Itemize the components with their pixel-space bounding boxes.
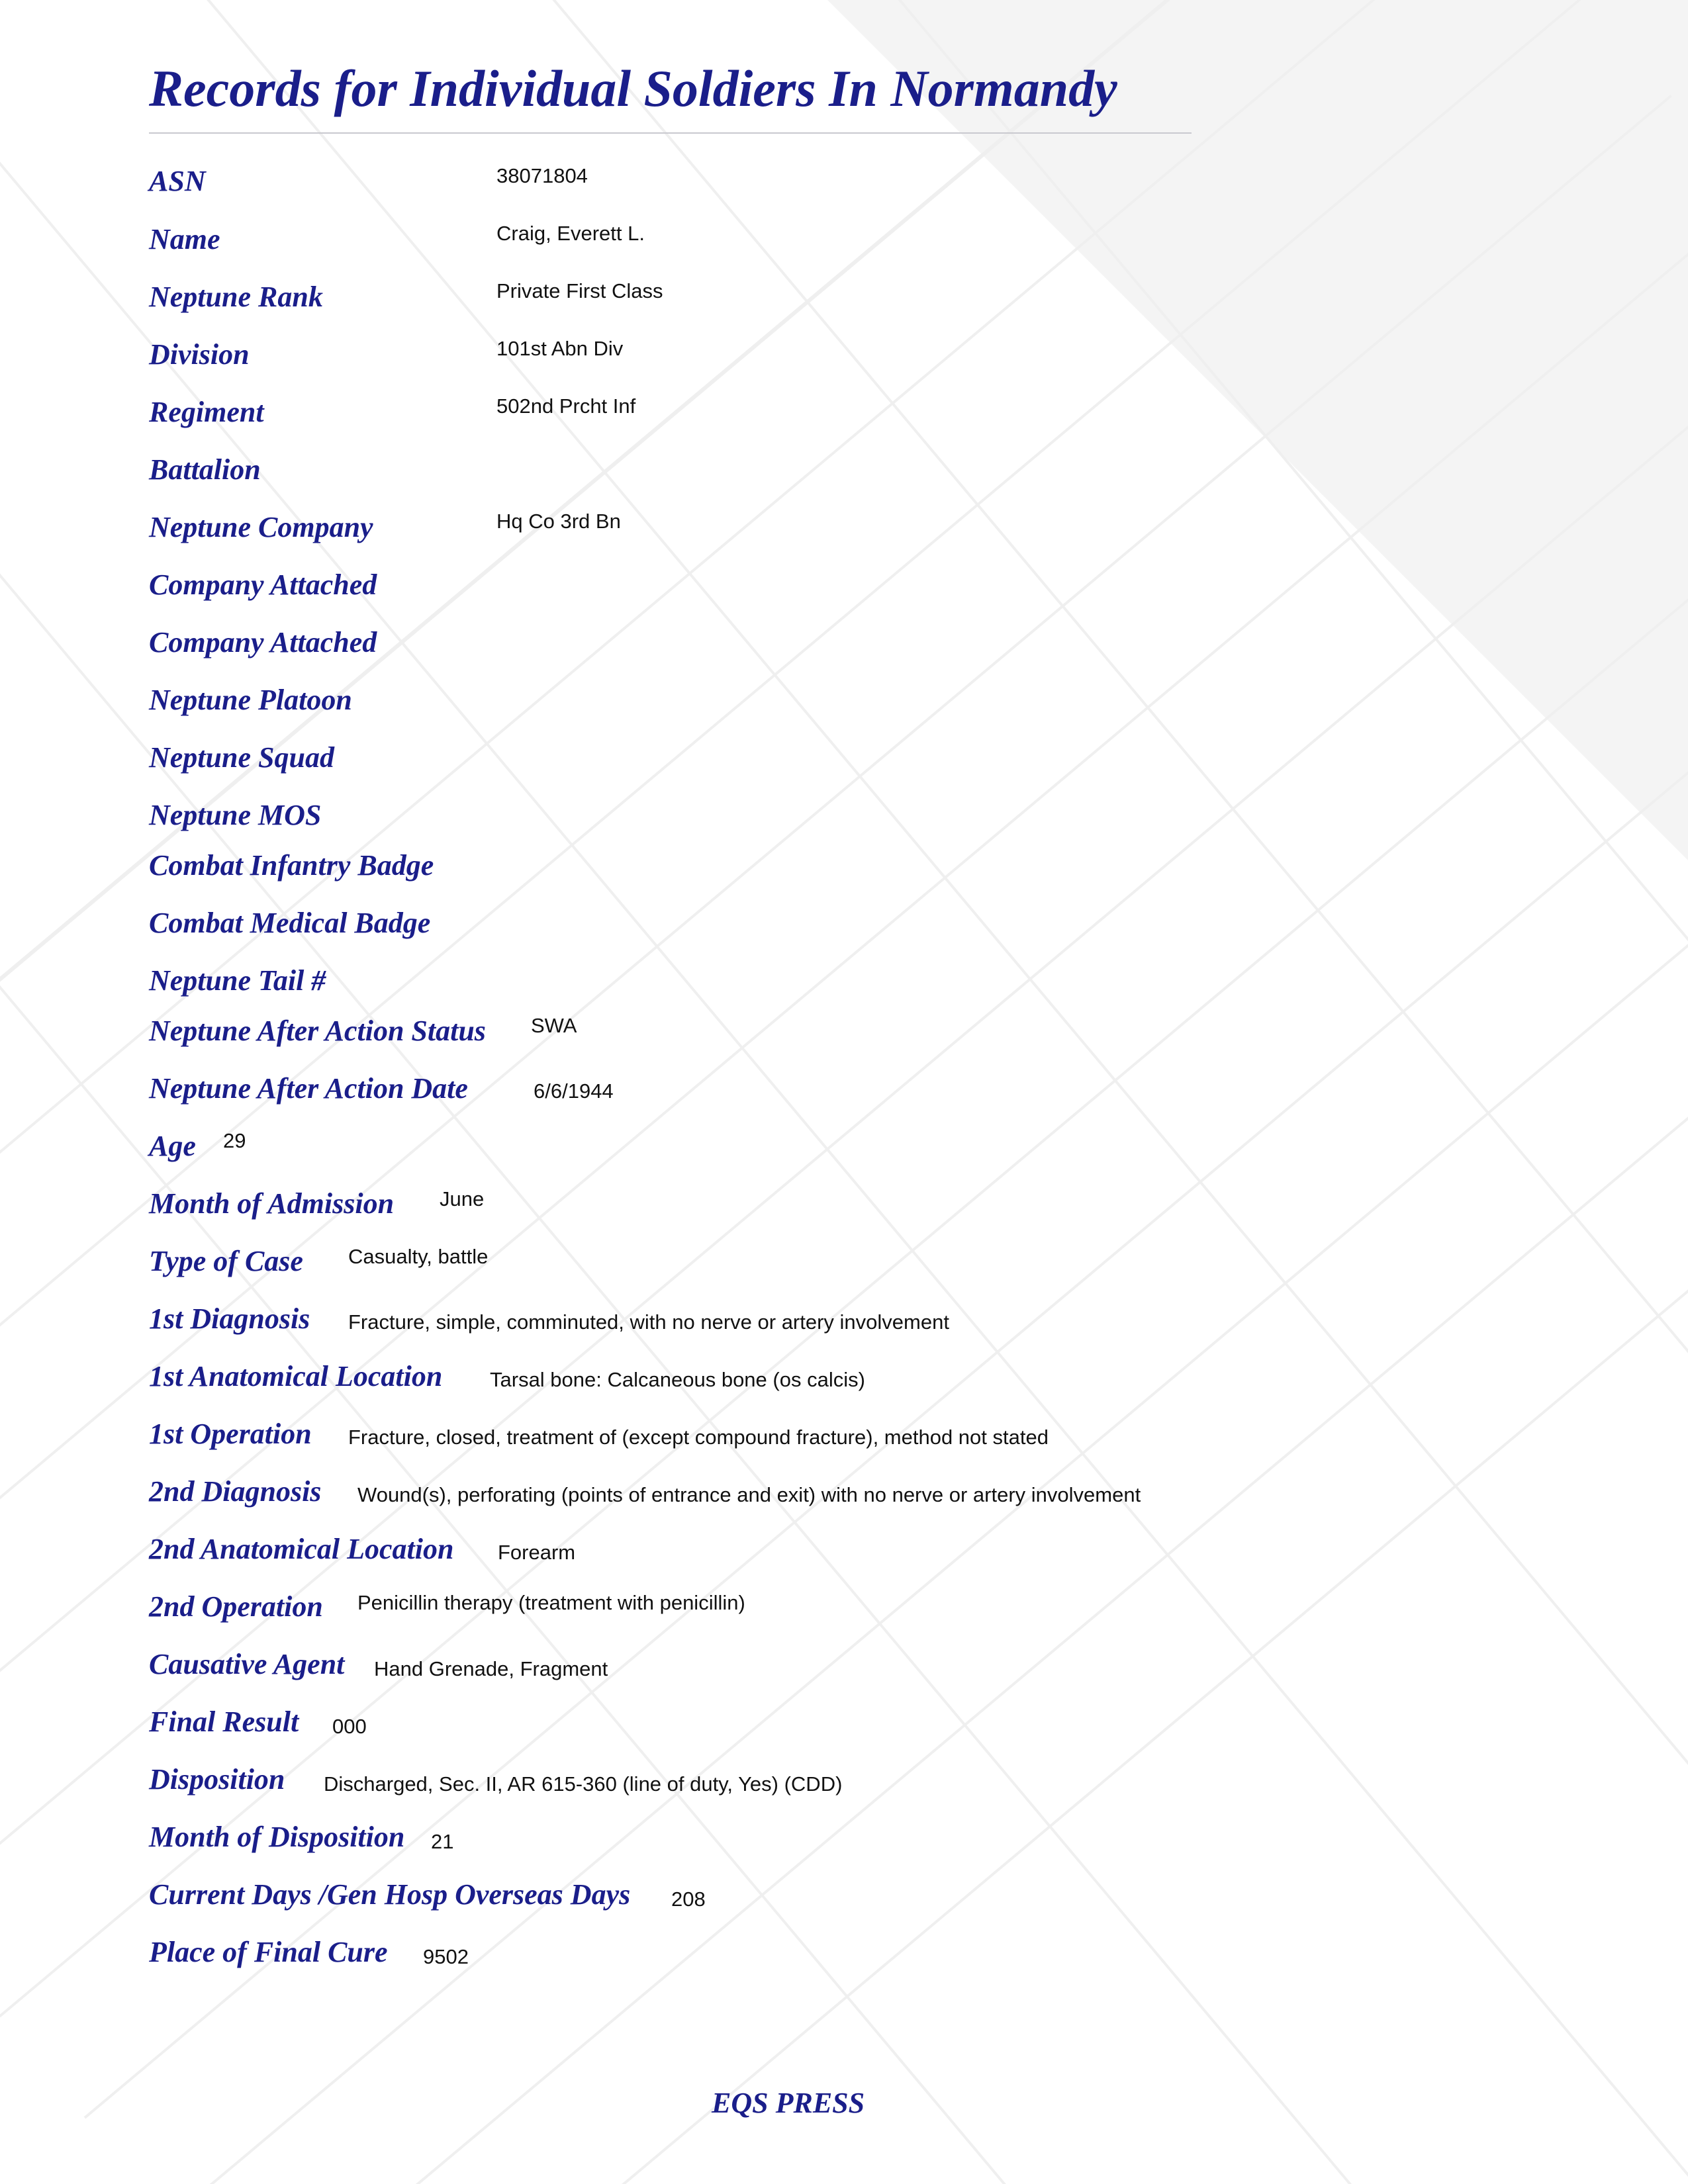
field-label-after-action-date: Neptune After Action Date — [149, 1072, 468, 1105]
field-value-hosp-days: 208 — [671, 1888, 706, 1911]
field-label-name: Name — [149, 223, 220, 255]
field-label-battalion: Battalion — [149, 453, 261, 486]
field-value-type-of-case: Casualty, battle — [348, 1245, 489, 1268]
field-label-company-attached-1: Company Attached — [149, 569, 377, 601]
field-value-asn: 38071804 — [496, 164, 588, 187]
field-label-neptune-mos: Neptune MOS — [149, 799, 322, 831]
field-label-operation-2: 2nd Operation — [149, 1590, 323, 1623]
field-label-place-of-final-cure: Place of Final Cure — [149, 1936, 388, 1968]
field-value-age: 29 — [223, 1129, 246, 1152]
field-value-regiment: 502nd Prcht Inf — [496, 394, 636, 418]
field-label-combat-infantry-badge: Combat Infantry Badge — [149, 849, 434, 882]
field-value-month-of-admission: June — [440, 1187, 485, 1210]
field-label-operation-1: 1st Operation — [149, 1418, 312, 1450]
field-value-operation-1: Fracture, closed, treatment of (except compound fracture), method not stated — [348, 1426, 1049, 1449]
field-value-after-action-status: SWA — [531, 1014, 577, 1037]
title-divider — [149, 132, 1192, 134]
page-title: Records for Individual Soldiers In Normandy — [149, 60, 1117, 117]
field-label-anatomical-location-1: 1st Anatomical Location — [149, 1360, 443, 1392]
field-value-month-of-disposition: 21 — [431, 1830, 454, 1853]
field-label-after-action-status: Neptune After Action Status — [149, 1015, 486, 1047]
field-value-neptune-company: Hq Co 3rd Bn — [496, 510, 621, 533]
field-value-after-action-date: 6/6/1944 — [534, 1079, 614, 1103]
field-value-anatomical-location-1: Tarsal bone: Calcaneous bone (os calcis) — [490, 1368, 865, 1391]
field-label-diagnosis-2: 2nd Diagnosis — [149, 1475, 322, 1508]
field-value-anatomical-location-2: Forearm — [498, 1541, 576, 1564]
field-label-regiment: Regiment — [149, 396, 264, 428]
field-label-neptune-tail: Neptune Tail # — [149, 964, 326, 997]
field-label-asn: ASN — [149, 165, 206, 197]
field-label-age: Age — [149, 1130, 196, 1162]
field-label-neptune-rank: Neptune Rank — [149, 281, 323, 313]
field-label-final-result: Final Result — [149, 1706, 299, 1738]
field-value-diagnosis-1: Fracture, simple, comminuted, with no nerve or artery involvement — [348, 1310, 949, 1334]
field-value-operation-2: Penicillin therapy (treatment with penicillin) — [357, 1591, 745, 1614]
field-label-causative-agent: Causative Agent — [149, 1648, 345, 1680]
field-value-final-result: 000 — [332, 1715, 367, 1738]
field-value-disposition: Discharged, Sec. II, AR 615-360 (line of duty, Yes) (CDD) — [324, 1772, 843, 1796]
field-label-month-of-admission: Month of Admission — [149, 1187, 395, 1220]
field-label-neptune-squad: Neptune Squad — [149, 741, 334, 774]
field-value-causative-agent: Hand Grenade, Fragment — [374, 1657, 608, 1680]
field-value-neptune-rank: Private First Class — [496, 279, 663, 302]
field-label-division: Division — [149, 338, 250, 371]
field-label-company-attached-2: Company Attached — [149, 626, 377, 659]
field-label-combat-medical-badge: Combat Medical Badge — [149, 907, 431, 939]
field-label-month-of-disposition: Month of Disposition — [149, 1821, 405, 1853]
field-label-neptune-company: Neptune Company — [149, 511, 373, 543]
field-value-place-of-final-cure: 9502 — [423, 1945, 469, 1968]
publisher-footer: EQS PRESS — [712, 2087, 865, 2119]
field-value-name: Craig, Everett L. — [496, 222, 645, 245]
field-label-hosp-days: Current Days /Gen Hosp Overseas Days — [149, 1878, 631, 1911]
field-label-disposition: Disposition — [149, 1763, 285, 1796]
field-label-neptune-platoon: Neptune Platoon — [149, 684, 352, 716]
field-value-diagnosis-2: Wound(s), perforating (points of entrance and exit) with no nerve or artery involvement — [357, 1483, 1141, 1506]
field-value-division: 101st Abn Div — [496, 337, 624, 360]
field-label-anatomical-location-2: 2nd Anatomical Location — [149, 1533, 454, 1565]
field-label-diagnosis-1: 1st Diagnosis — [149, 1302, 310, 1335]
field-label-type-of-case: Type of Case — [149, 1245, 303, 1277]
